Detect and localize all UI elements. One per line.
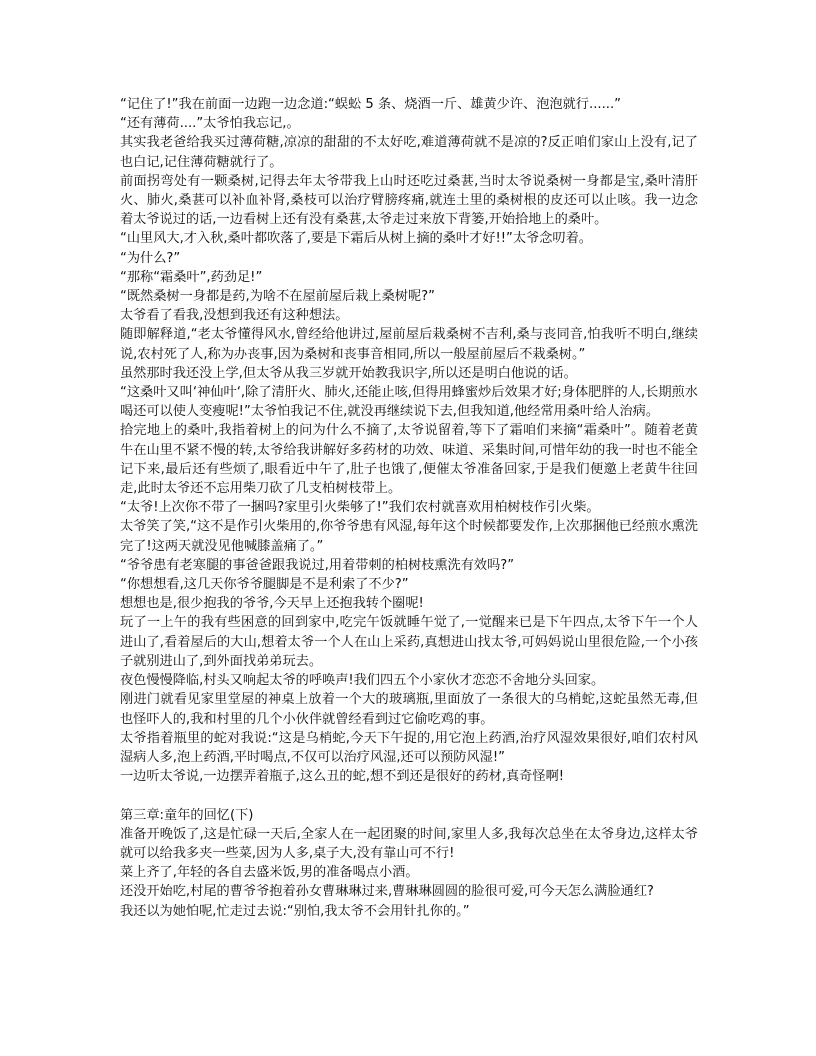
paragraph: “那称“霜桑叶”,药劲足!”	[120, 269, 263, 285]
chapter-title: 第三章:童年的回忆(下)	[120, 807, 254, 823]
paragraph: 一边听太爷说,一边摆弄着瓶子,这么丑的蛇,想不到还是很好的药材,真奇怪啊!	[120, 769, 565, 785]
paragraph: 其实我老爸给我买过薄荷糖,凉凉的甜甜的不太好吃,难道薄荷就不是凉的?反正咱们家山上没有,记了也白记,记住薄荷糖就行了。	[120, 135, 698, 170]
paragraph: 虽然那时我还没上学,但太爷从我三岁就开始教我识字,所以还是明白他说的话。	[120, 365, 577, 381]
blank-line	[120, 786, 698, 805]
paragraph: 准备开晚饭了,这是忙碌一天后,全家人在一起团聚的时间,家里人多,我每次总坐在太爷身边,这样太爷就可以给我多夹一些菜,因为人多,桌子大,没有靠山可不行!	[120, 826, 698, 861]
paragraph: “太爷!上次你不带了一捆吗?家里引火柴够了!”我们农村就喜欢用柏树枝作引火柴。	[120, 500, 600, 516]
paragraph: “记住了!”我在前面一边跑一边念道:“蜈蚣 5 条、烧酒一斤、雄黄少许、泡泡就行......”	[120, 97, 621, 112]
paragraph: “还有薄荷....”太爷怕我忘记,。	[120, 116, 300, 132]
paragraph: “你想想看,这几天你爷爷腿脚是不是利索了不少?”	[120, 577, 409, 593]
paragraph: “这桑叶又叫‘神仙叶‘,除了清肝火、肺火,还能止咳,但得用蜂蜜炒后效果才好;身体肥胖的人,长期煎水喝还可以使人变瘦呢!”太爷怕我记不住,就没再继续说下去,但我知道,他经常用桑叶给人治病。	[120, 385, 698, 420]
paragraph: 想想也是,很少抱我的爷爷,今天早上还抱我转个圈呢!	[120, 596, 424, 612]
paragraph: “为什么?”	[120, 250, 181, 266]
paragraph: “爷爷患有老寒腿的事爸爸跟我说过,用着带刺的柏树枝熏洗有效吗?”	[120, 557, 515, 573]
paragraph: 刚进门就看见家里堂屋的神桌上放着一个大的玻璃瓶,里面放了一条很大的乌梢蛇,这蛇虽然无毒,但也怪吓人的,我和村里的几个小伙伴就曾经看到过它偷吃鸡的事。	[120, 692, 698, 727]
paragraph: “山里风大,才入秋,桑叶都吹落了,要是下霜后从树上摘的桑叶才好!!”太爷念叨着。	[120, 231, 592, 247]
paragraph: 太爷笑了笑,“这不是作引火柴用的,你爷爷患有风湿,每年这个时候都要发作,上次那捆他已经煎水熏洗完了!这两天就没见他喊膝盖痛了。”	[120, 519, 698, 554]
paragraph: “既然桑树一身都是药,为啥不在屋前屋后栽上桑树呢?”	[120, 289, 435, 305]
document-page	[120, 95, 698, 921]
paragraph: 随即解释道,“老太爷懂得风水,曾经给他讲过,屋前屋后栽桑树不吉利,桑与丧同音,怕我听不明白,继续说,农村死了人,称为办丧事,因为桑树和丧事音相同,所以一般屋前屋后不栽桑树。”	[120, 327, 698, 362]
paragraph: 前面拐弯处有一颗桑树,记得去年太爷带我上山时还吃过桑葚,当时太爷说桑树一身都是宝,桑叶清肝火、肺火,桑葚可以补血补肾,桑枝可以治疗臂膀疼痛,就连土里的桑树根的皮还可以止咳。我一边念着太爷说过的话,一边看树上还有没有桑葚,太爷走过来放下背篓,开始拾地上的桑叶。	[120, 173, 698, 228]
paragraph: 太爷看了看我,没想到我还有这种想法。	[120, 308, 349, 324]
paragraph: 还没开始吃,村尾的曹爷爷抱着孙女曹琳琳过来,曹琳琳圆圆的脸很可爱,可今天怎么满脸通红?	[120, 884, 654, 900]
paragraph: 玩了一上午的我有些困意的回到家中,吃完午饭就睡午觉了,一觉醒来已是下午四点,太爷下午一个人进山了,看着屋后的大山,想着太爷一个人在山上采药,真想进山找太爷,可妈妈说山里很危险,一个小孩子就别进山了,到外面找弟弟玩去。	[120, 615, 698, 669]
paragraph: 我还以为她怕呢,忙走过去说:“别怕,我太爷不会用针扎你的。”	[120, 903, 470, 919]
paragraph: 夜色慢慢降临,村头又响起太爷的呼唤声!我们四五个小家伙才恋恋不舍地分头回家。	[120, 673, 605, 689]
paragraph: 太爷指着瓶里的蛇对我说:“这是乌梢蛇,今天下午捉的,用它泡上药酒,治疗风湿效果很好,咱们农村风湿病人多,泡上药酒,平时喝点,不仅可以治疗风湿,还可以预防风湿!”	[120, 730, 698, 765]
paragraph: 菜上齐了,年轻的各自去盛米饭,男的准备喝点小酒。	[120, 865, 419, 881]
paragraph: 拾完地上的桑叶,我指着树上的问为什么不摘了,太爷说留着,等下了霜咱们来摘“霜桑叶”。随着老黄牛在山里不紧不慢的转,太爷给我讲解好多药材的功效、味道、采集时间,可惜年幼的我一时也不能全记下来,最后还有些烦了,眼看近中午了,肚子也饿了,便催太爷准备回家,于是我们便邀上老黄牛往回走,此时太爷还不忘用柴刀砍了几支柏树枝带上。	[120, 423, 698, 497]
